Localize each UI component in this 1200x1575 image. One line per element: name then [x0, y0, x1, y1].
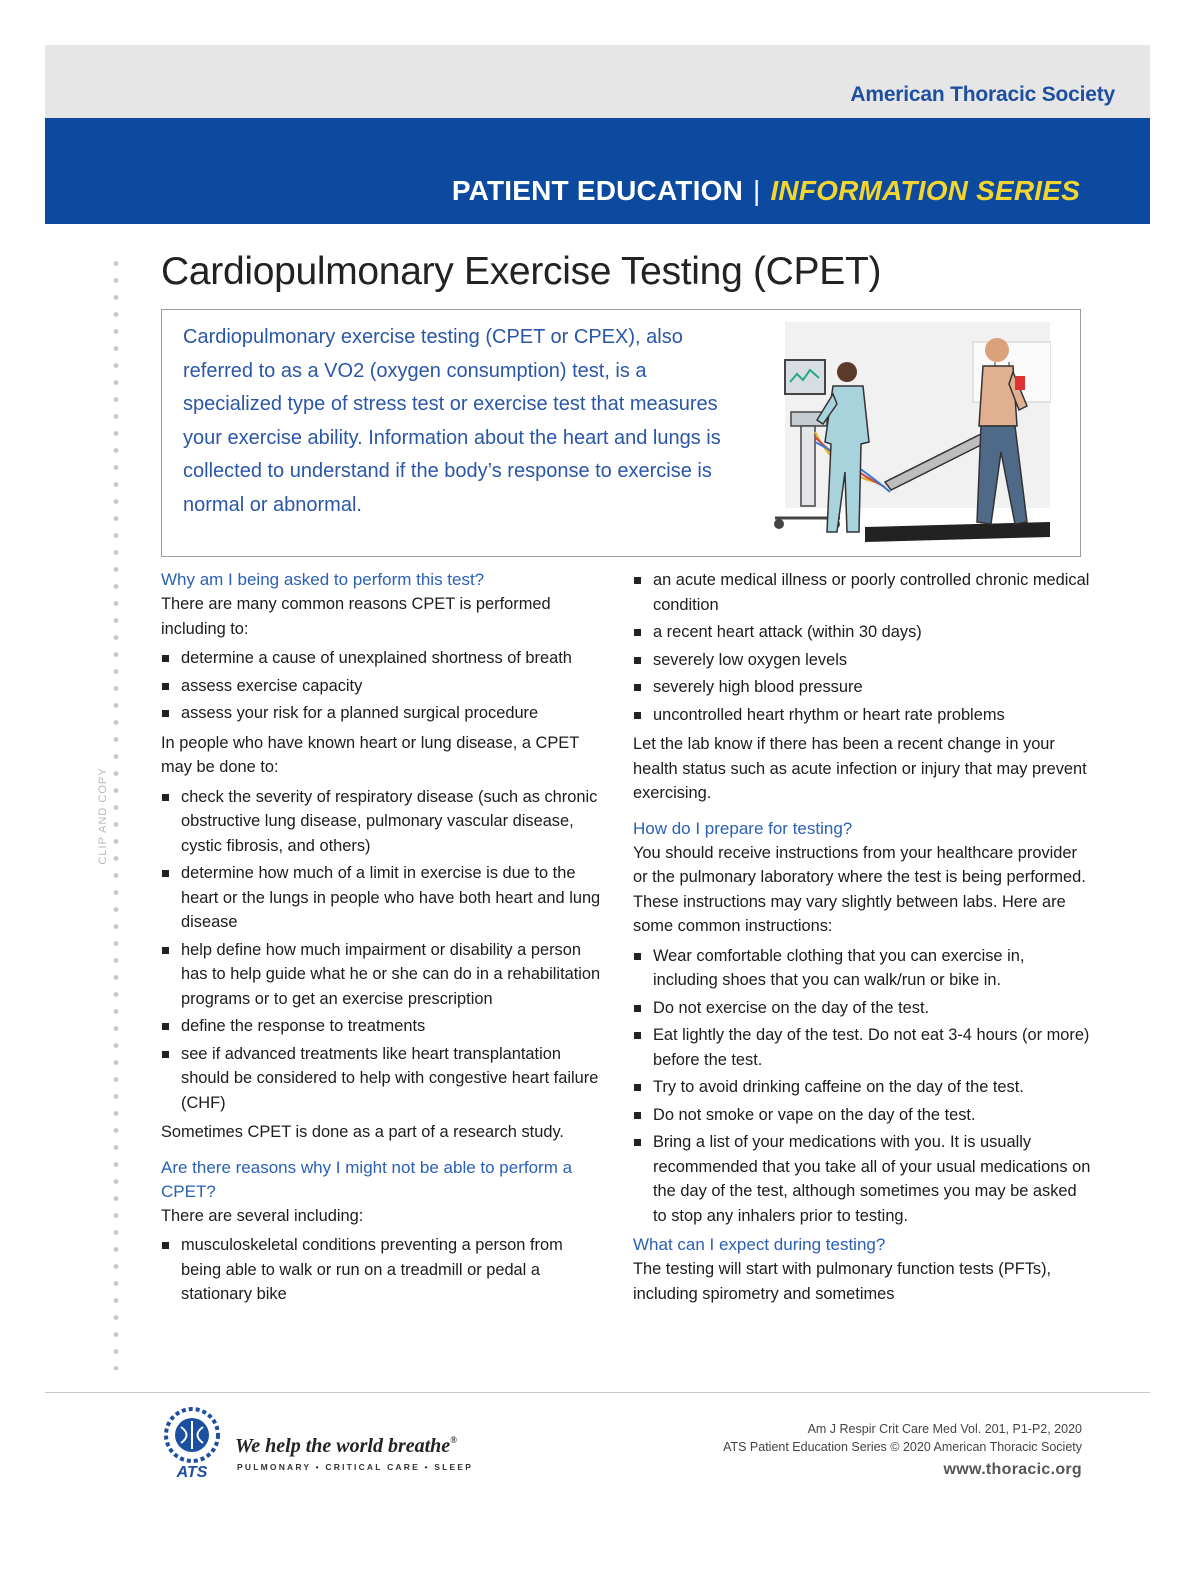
intro-text: Cardiopulmonary exercise testing (CPET or CPEX), also referred to as a VO2 (oxygen consumption) test, is a specialized type of stress test or exercise test that measures your exercise ability. Information about the heart and lungs is collected to understand if the body’s response to exercise is normal or abnormal. [183, 326, 721, 516]
intro-box [161, 309, 1081, 557]
paragraph: You should receive instructions from your healthcare provider or the pulmonary laboratory where the test is being performed. These instructions may vary slightly between labs. Here are some common instructions: [633, 843, 1086, 935]
page-title: Cardiopulmonary Exercise Testing (CPET) [161, 250, 882, 293]
heading-prepare: How do I prepare for testing? [633, 818, 853, 838]
list-item: severely low oxygen levels [633, 648, 1093, 673]
list-item: check the severity of respiratory disease (such as chronic obstructive lung disease, pulmonary vascular disease, cystic fibrosis, and others) [161, 785, 606, 859]
cart-pole [801, 426, 815, 506]
heading-why: Why am I being asked to perform this test? [161, 570, 485, 589]
left-column [161, 568, 606, 1312]
list-item: help define how much impairment or disability a person has to help guide what he or she can do in a rehabilitation programs or to get an exercise prescription [161, 938, 606, 1012]
blood-pressure-cuff [1015, 376, 1025, 390]
svg-text:ATS: ATS [176, 1464, 208, 1480]
footer-citation-block [723, 1420, 1082, 1479]
list-item: an acute medical illness or poorly controlled chronic medical condition [633, 568, 1093, 617]
footer-divider [45, 1392, 1150, 1393]
heading-expect: What can I expect during testing? [633, 1235, 886, 1254]
list-item: Try to avoid drinking caffeine on the day of the test. [633, 1075, 1093, 1100]
tagline-text: We help the world breathe [235, 1435, 451, 1457]
series-name: PATIENT EDUCATION [451, 175, 743, 206]
paragraph: There are many common reasons CPET is performed including to: [161, 595, 551, 638]
list-item: determine how much of a limit in exercise is due to the heart or the lungs in people who have both heart and lung disease [161, 861, 606, 935]
list-item: Wear comfortable clothing that you can exercise in, including shoes that you can walk/run or bike in. [633, 944, 1093, 993]
organization-name: American Thoracic Society [850, 83, 1115, 106]
contraindications-list-continued [633, 568, 1093, 727]
header-top-band [45, 45, 1150, 118]
clip-and-copy-label: CLIP AND COPY [97, 767, 109, 865]
patient-head [985, 338, 1009, 362]
tagline [235, 1435, 457, 1458]
nurse-head [837, 362, 857, 382]
list-item: musculoskeletal conditions preventing a person from being able to walk or run on a treadmill or pedal a stationary bike [161, 1233, 606, 1307]
list-item: Do not smoke or vape on the day of the test. [633, 1103, 1093, 1128]
list-item: a recent heart attack (within 30 days) [633, 620, 1093, 645]
instructions-list [633, 944, 1093, 1229]
list-item: Bring a list of your medications with you. It is usually recommended that you take all of your usual medications on the day of the test, although sometimes you may be asked to stop any inhalers prior to testing. [633, 1130, 1093, 1228]
list-item: determine a cause of unexplained shortness of breath [161, 646, 606, 671]
paragraph: Let the lab know if there has been a recent change in your health status such as acute infection or injury that may prevent exercising. [633, 735, 1087, 802]
paragraph: In people who have known heart or lung disease, a CPET may be done to: [161, 733, 579, 776]
ats-globe-icon [157, 1405, 227, 1480]
tagline-mark: ® [450, 1435, 457, 1445]
series-subtitle: INFORMATION SERIES [770, 175, 1080, 206]
series-separator: | [752, 175, 761, 206]
header-blue-band [45, 118, 1150, 224]
contraindications-list [161, 1233, 606, 1307]
website-link[interactable]: www.thoracic.org [943, 1461, 1082, 1478]
copyright: ATS Patient Education Series © 2020 American Thoracic Society [723, 1440, 1082, 1454]
list-item: Eat lightly the day of the test. Do not eat 3-4 hours (or more) before the test. [633, 1023, 1093, 1072]
reasons-list [161, 646, 606, 726]
list-item: uncontrolled heart rhythm or heart rate problems [633, 703, 1093, 728]
disease-reasons-list [161, 785, 606, 1116]
list-item: severely high blood pressure [633, 675, 1093, 700]
citation: Am J Respir Crit Care Med Vol. 201, P1-P2, 2020 [807, 1422, 1082, 1436]
list-item: assess exercise capacity [161, 674, 606, 699]
list-item: define the response to treatments [161, 1014, 606, 1039]
list-item: see if advanced treatments like heart transplantation should be considered to help with congestive heart failure (CHF) [161, 1042, 606, 1116]
paragraph: Sometimes CPET is done as a part of a research study. [161, 1123, 564, 1141]
treadmill-belt [865, 522, 1050, 542]
clip-dotted-line [113, 255, 119, 1370]
series-heading [452, 175, 1080, 207]
treadmill-illustration [765, 322, 1051, 546]
paragraph: There are several including: [161, 1206, 364, 1225]
heading-reasons-not: Are there reasons why I might not be able to perform a CPET? [161, 1157, 573, 1201]
list-item: assess your risk for a planned surgical procedure [161, 701, 606, 726]
tagline-subtext: PULMONARY • CRITICAL CARE • SLEEP [237, 1462, 474, 1472]
list-item: Do not exercise on the day of the test. [633, 996, 1093, 1021]
right-column [633, 568, 1093, 1311]
ats-logo [157, 1405, 477, 1480]
paragraph: The testing will start with pulmonary function tests (PFTs), including spirometry and sometimes [633, 1260, 1052, 1303]
